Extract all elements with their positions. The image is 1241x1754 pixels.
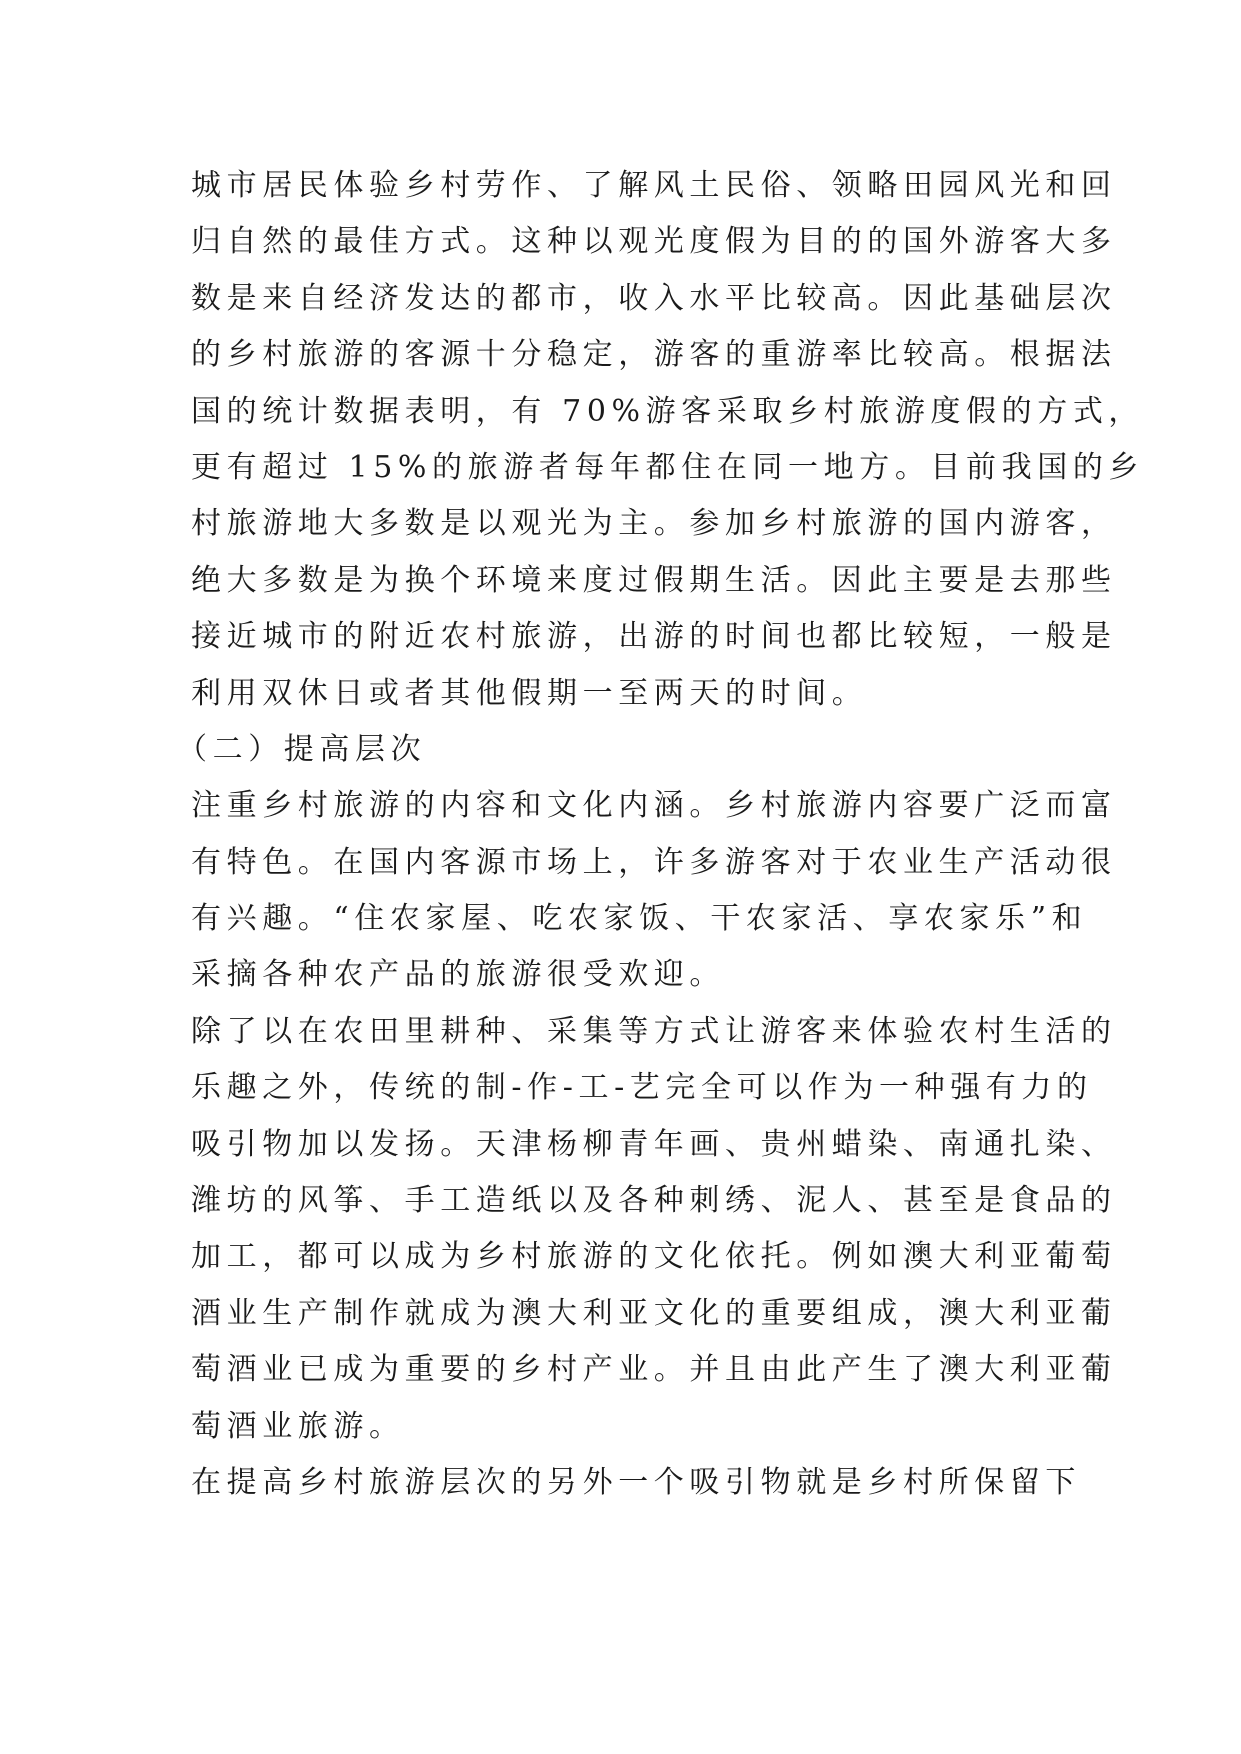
text-line: 酒业生产制作就成为澳大利亚文化的重要组成，澳大利亚葡 (191, 1295, 1117, 1331)
text-line: 村旅游地大多数是以观光为主。参加乡村旅游的国内游客， (191, 506, 1117, 542)
text-line: 在提高乡村旅游层次的另外一个吸引物就是乡村所保留下 (191, 1464, 1081, 1500)
text-line: 城市居民体验乡村劳作、了解风土民俗、领略田园风光和回 (191, 168, 1117, 203)
text-line: 绝大多数是为换个环境来度过假期生活。因此主要是去那些 (191, 562, 1117, 598)
text-line: 萄酒业旅游。 (191, 1408, 405, 1444)
text-line: 国的统计数据表明，有 70%游客采取乡村旅游度假的方式， (191, 393, 1145, 429)
text-line: 有兴趣。“住农家屋、吃农家饭、干农家活、享农家乐”和 (191, 901, 1088, 937)
text-line: 更有超过 15%的旅游者每年都住在同一地方。目前我国的乡 (191, 449, 1145, 485)
text-line: 利用双休日或者其他假期一至两天的时间。 (191, 675, 868, 711)
text-line: 除了以在农田里耕种、采集等方式让游客来体验农村生活的 (191, 1013, 1117, 1049)
text-line: 萄酒业已成为重要的乡村产业。并且由此产生了澳大利亚葡 (191, 1352, 1117, 1388)
text-line: 注重乡村旅游的内容和文化内涵。乡村旅游内容要广泛而富 (191, 788, 1117, 824)
text-line: 数是来自经济发达的都市，收入水平比较高。因此基础层次 (191, 280, 1117, 316)
text-line: 的乡村旅游的客源十分稳定，游客的重游率比较高。根据法 (191, 337, 1117, 373)
text-line: 潍坊的风筝、手工造纸以及各种刺绣、泥人、甚至是食品的 (191, 1183, 1117, 1219)
text-line: 吸引物加以发扬。天津杨柳青年画、贵州蜡染、南通扎染、 (191, 1126, 1117, 1162)
body-text (177, 158, 1145, 1511)
text-line: 有特色。在国内客源市场上，许多游客对于农业生产活动很 (191, 844, 1117, 880)
text-line: 接近城市的附近农村旅游，出游的时间也都比较短，一般是 (191, 619, 1117, 655)
section-heading: （二）提高层次 (177, 731, 427, 767)
text-line: 归自然的最佳方式。这种以观光度假为目的的国外游客大多 (191, 224, 1117, 260)
text-line: 加工，都可以成为乡村旅游的文化依托。例如澳大利亚葡萄 (191, 1239, 1117, 1275)
text-line: 采摘各种农产品的旅游很受欢迎。 (191, 957, 725, 993)
text-line: 乐趣之外，传统的制-作-工-艺完全可以作为一种强有力的 (191, 1070, 1093, 1106)
